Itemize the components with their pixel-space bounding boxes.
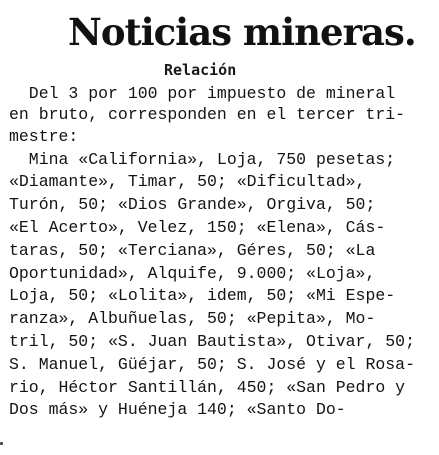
article-line: Loja, 50; «Lolita», idem, 50; «Mi Espe- [9,286,396,305]
article-line: Del 3 por 100 por impuesto de mineral [9,84,396,103]
article-line: Mina «California», Loja, 750 pesetas; [9,150,396,169]
article-title: Noticias mineras. [68,10,416,54]
article-line: en bruto, corresponden en el tercer tri- [9,105,406,124]
print-speck [0,442,3,445]
article-subtitle: Relación [164,61,237,79]
article-line: «Diamante», Timar, 50; «Dificultad», [9,172,366,191]
article-line: S. Manuel, Güéjar, 50; S. José y el Rosa- [9,355,415,374]
article-line: Dos más» y Huéneja 140; «Santo Do- [9,400,346,419]
article-line: ranza», Albuñuelas, 50; «Pepita», Mo- [9,309,376,328]
article-line: mestre: [9,127,79,146]
article-line: taras, 50; «Terciana», Géres, 50; «La [9,241,376,260]
article-line: rio, Héctor Santillán, 450; «San Pedro y [9,378,406,397]
article-line: Turón, 50; «Dios Grande», Orgiva, 50; [9,195,376,214]
article-line: Oportunidad», Alquife, 9.000; «Loja», [9,264,376,283]
article-line: «El Acerto», Velez, 150; «Elena», Cás- [9,218,386,237]
article-line: tril, 50; «S. Juan Bautista», Otivar, 50; [9,332,415,351]
